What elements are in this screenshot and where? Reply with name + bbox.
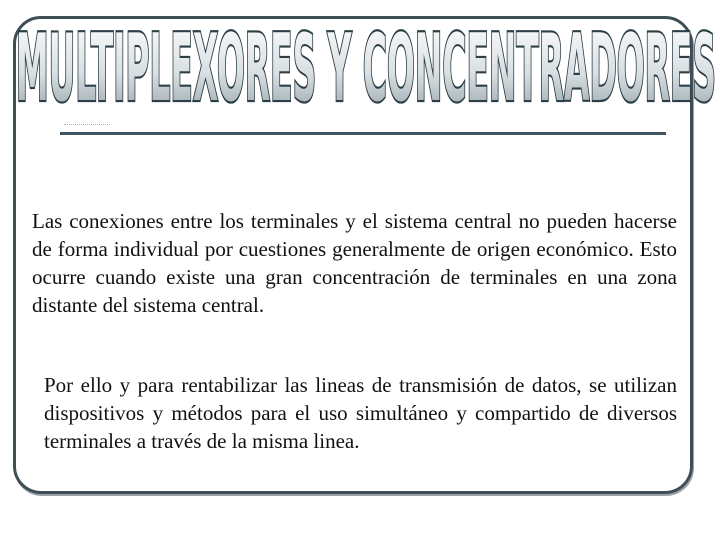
slide-title [0, 0, 720, 110]
title-text: MULTIPLEXORES Y CONCENTRADORES [15, 13, 716, 110]
paragraph-connections: Las conexiones entre los terminales y el sistema central no pueden hacerse de forma individual por cuestiones generalmente de origen económico. Esto ocurre cuando existe una gran concentración de terminales en una zona distante del sistema central. [32, 209, 677, 317]
dotted-mark [64, 124, 110, 125]
paragraph-multiplexing: Por ello y para rentabilizar las lineas de transmisión de datos, se utilizan dispositivos y métodos para el uso simultáneo y compartido de diversos terminales a través de la misma linea. [44, 373, 677, 453]
slide-title-wordart [0, 0, 720, 110]
title-underline [60, 132, 666, 135]
